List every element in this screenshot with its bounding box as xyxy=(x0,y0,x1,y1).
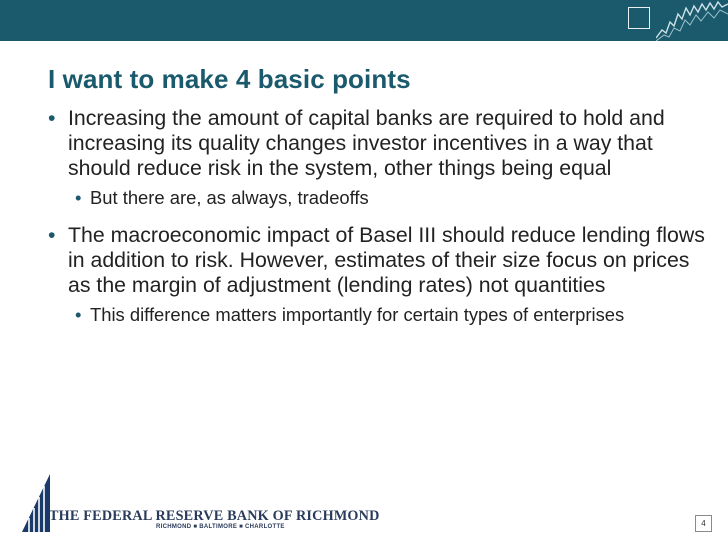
sub-bullet-icon: • xyxy=(75,187,82,208)
bullet-item xyxy=(48,106,708,181)
bullet-icon: • xyxy=(48,106,56,130)
page-number: 4 xyxy=(695,515,712,532)
slide-content xyxy=(48,106,708,326)
header-bar xyxy=(0,0,728,41)
federal-reserve-logo-icon xyxy=(20,472,52,534)
sub-bullet-item xyxy=(48,303,708,326)
frame-square-icon xyxy=(628,7,650,29)
bullet-text: Increasing the amount of capital banks are required to hold and increasing its quality changes investor incentives in a way that should reduce risk in the system, other things being equal xyxy=(68,106,665,180)
bank-name: THE FEDERAL RESERVE BANK OF RICHMOND xyxy=(49,508,380,524)
bullet-item xyxy=(48,223,708,298)
bank-cities: RICHMOND ■ BALTIMORE ■ CHARLOTTE xyxy=(156,524,285,530)
bullet-text: The macroeconomic impact of Basel III should reduce lending flows in addition to risk. However, estimates of their size focus on prices as the margin of adjustment (lending rates) not quantities xyxy=(68,223,705,297)
sub-bullet-icon: • xyxy=(75,304,82,325)
sub-bullet-item xyxy=(48,186,708,209)
sub-bullet-text: This difference matters importantly for certain types of enterprises xyxy=(90,304,625,325)
slide-title: I want to make 4 basic points xyxy=(48,64,411,94)
market-chart-graphic xyxy=(656,0,728,41)
bullet-icon: • xyxy=(48,223,56,247)
sub-bullet-text: But there are, as always, tradeoffs xyxy=(90,187,369,208)
